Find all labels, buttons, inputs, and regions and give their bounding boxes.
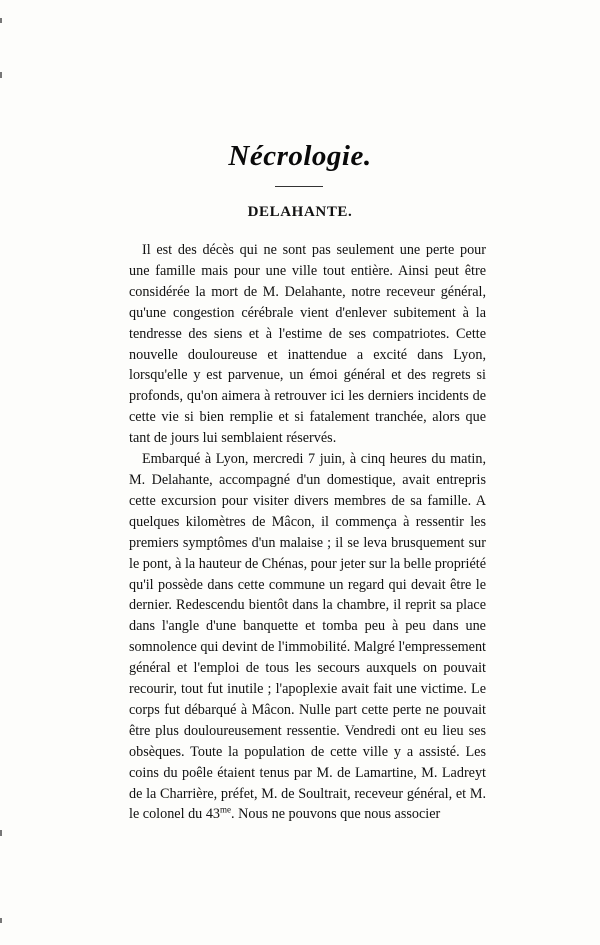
paragraph-1: Il est des décès qui ne sont pas seulement une perte pour une famille mais pour une ville tout entière. Ainsi peut être considérée la mort de M. Delahante, notre receveur général, qu'une congestion cérébrale vient d'enlever subitement à la tendresse des siens et à l'estime de ses compatriotes. Cette nouvelle douloureuse et inattendue a excité dans Lyon, lorsqu'elle y est parvenue, un émoi général et des regrets si profonds, qu'on aimera à retrouver ici les derniers incidents de cette vie si bien remplie et si fatalement tranchée, alors que tant de jours lui semblaient réservés. (129, 242, 486, 447)
page-edge-mark (0, 72, 2, 78)
page-edge-mark (0, 18, 2, 23)
page-edge-mark (0, 918, 2, 923)
paragraph-2 (129, 449, 486, 825)
ordinal-superscript: me (220, 804, 232, 815)
page-title: Nécrologie. (228, 140, 372, 172)
paragraph-2-tail: . Nous ne pouvons que nous associer (231, 806, 441, 823)
section-heading: DELAHANTE. (247, 204, 353, 220)
page-edge-mark (0, 830, 2, 836)
paragraph-2-text: Embarqué à Lyon, mercredi 7 juin, à cinq heures du matin, M. Delahante, accompagné d'un domestique, avait entrepris cette excursion pour visiter divers membres de sa famille. A quelques kilomètres de Mâcon, il commença à ressentir les premiers symptômes d'un malaise ; il se leva brusquement sur le pont, à la hauteur de Chénas, pour jeter sur la belle propriété qu'il possède dans cette commune un regard qui devait être le dernier. Redescendu bientôt dans la chambre, il reprit sa place dans l'angle d'une banquette et tomba peu à peu dans une somnolence qui devint de l'immobilité. Malgré l'empressement général et l'emploi de tous les secours auxquels on pouvait recourir, tout fut inutile ; l'apoplexie avait fait une victime. Le corps fut débarqué à Mâcon. Nulle part cette perte ne pouvait être plus douloureusement ressentie. Vendredi ont eu lieu ses obsèques. Toute la population de cette ville y a assisté. Les coins du poêle étaient tenus par M. de Lamartine, M. Ladreyt de la Charrière, préfet, M. de Soultrait, receveur général, et M. le colonel du 43 (129, 451, 486, 823)
title-divider (275, 186, 323, 187)
article-body (129, 240, 486, 825)
